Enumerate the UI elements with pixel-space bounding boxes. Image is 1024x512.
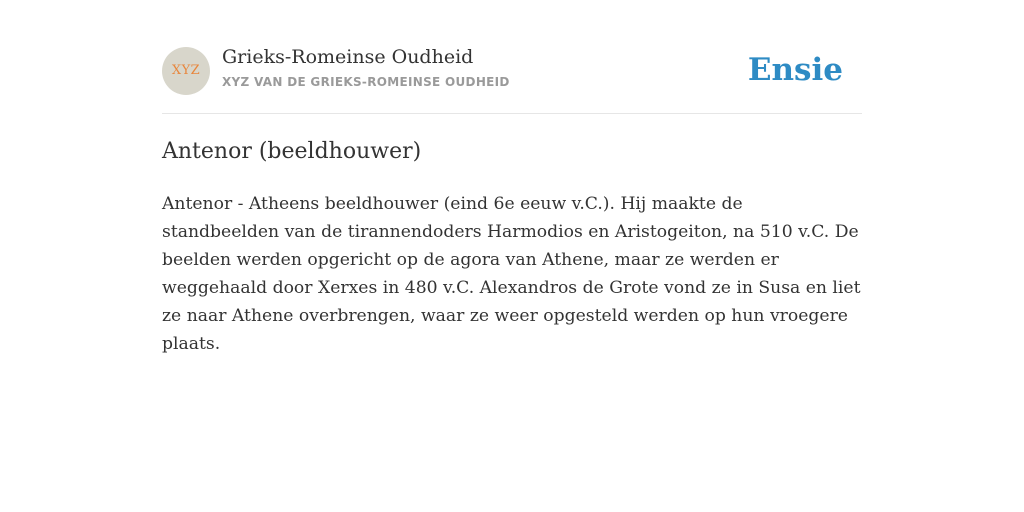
article-title: Antenor (beeldhouwer) <box>162 139 422 164</box>
article-card <box>162 0 862 354</box>
source-header <box>162 0 862 114</box>
source-title[interactable]: Grieks-Romeinse Oudheid <box>222 46 474 68</box>
source-subtitle: XYZ VAN DE GRIEKS-ROMEINSE OUDHEID <box>222 75 510 89</box>
brand-logo[interactable]: Ensie <box>747 52 843 88</box>
source-avatar[interactable]: XYZ <box>162 47 210 95</box>
article-body: Antenor - Atheens beeldhouwer (eind 6e eeuw v.C.). Hij maakte de standbeelden van de tirannendoders Harmodios en Aristogeiton, na 510 v.C. De beelden werden opgericht op de agora van Athene, maar ze werden er weggehaald door Xerxes in 480 v.C. Alexandros de Grote vond ze in Susa en liet ze naar Athene overbrengen, waar ze weer opgesteld werden op hun vroegere plaats. <box>162 194 861 354</box>
